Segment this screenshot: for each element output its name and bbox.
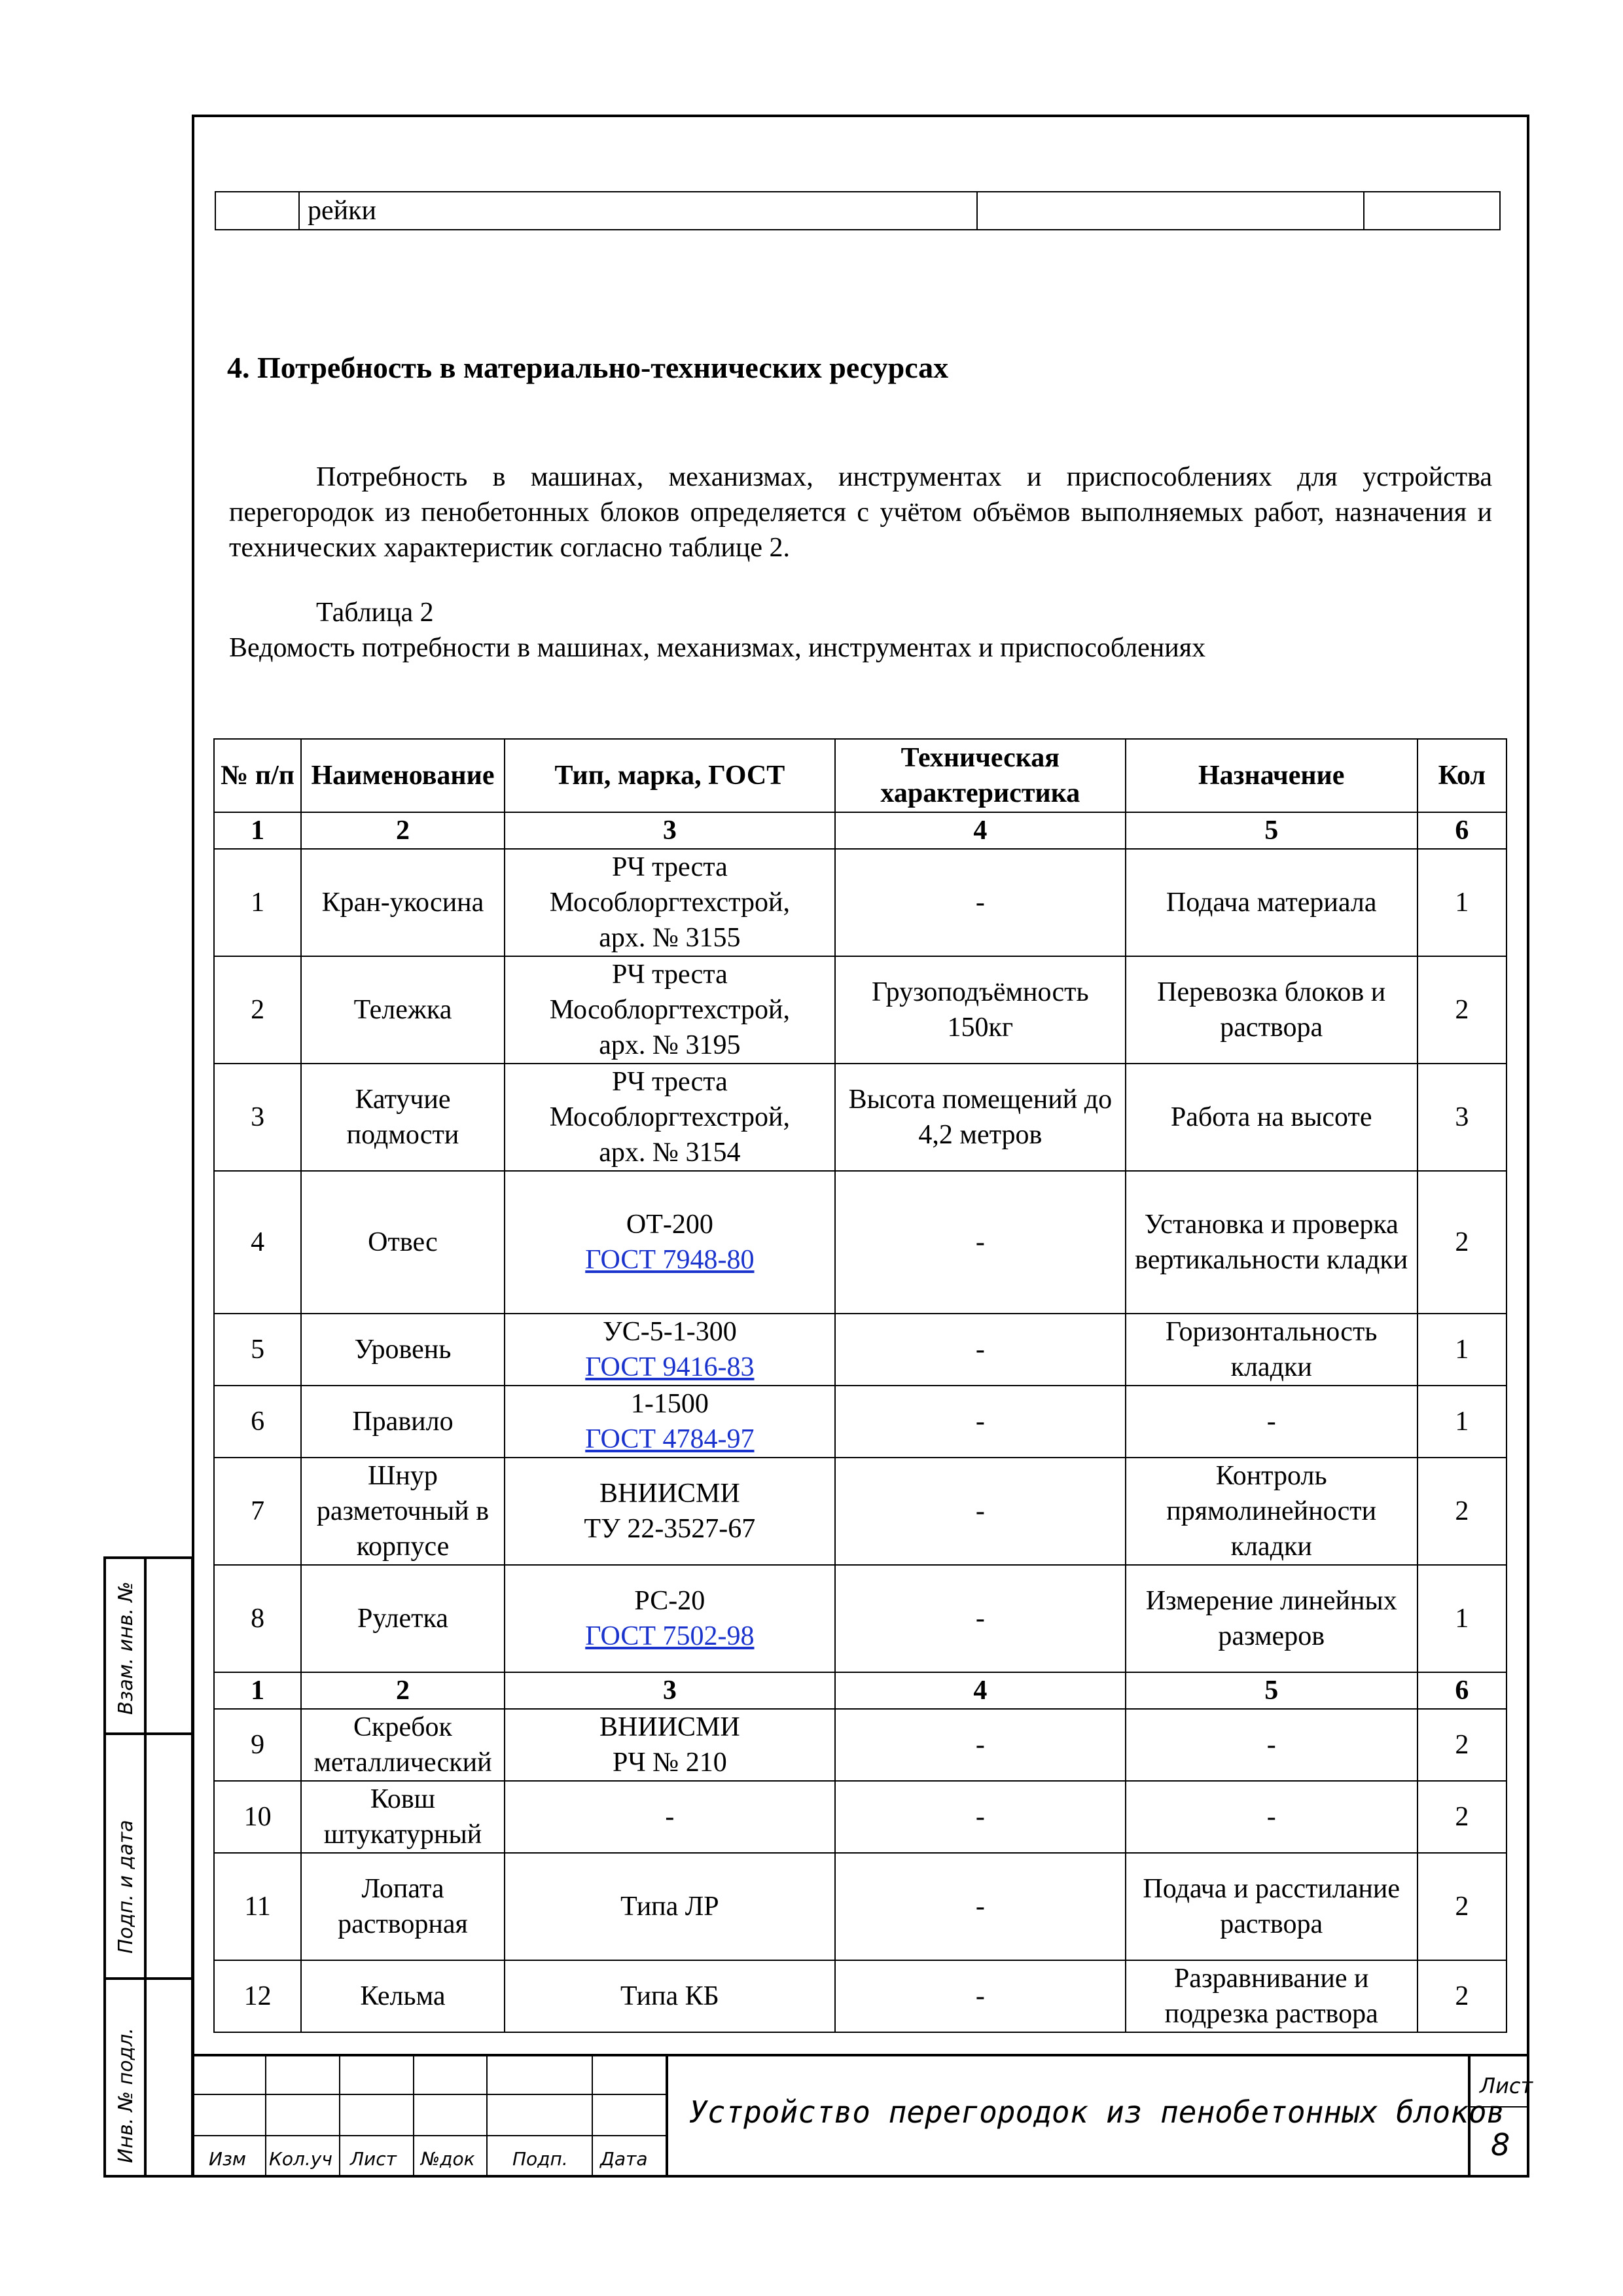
type-line: 1-1500 bbox=[630, 1389, 709, 1419]
column-number-row bbox=[214, 1672, 1507, 1709]
column-header: Тип, марка, ГОСТ bbox=[505, 739, 835, 812]
row-type-cell bbox=[505, 1458, 835, 1565]
type-line: арх. № 3155 bbox=[599, 923, 741, 953]
row-type-cell bbox=[505, 849, 835, 956]
type-line: РЧ № 210 bbox=[613, 1748, 727, 1778]
row-purpose-cell: Горизонтальность кладки bbox=[1126, 1314, 1418, 1386]
document-title: Устройство перегородок из пенобетонных блоков bbox=[689, 2094, 1505, 2130]
column-number-cell: 2 bbox=[301, 1672, 505, 1709]
type-line: РЧ треста bbox=[611, 1067, 728, 1097]
column-header: Техническая характеристика bbox=[835, 739, 1126, 812]
row-name-cell: Кран-укосина bbox=[301, 849, 505, 956]
row-name-cell: Лопата растворная bbox=[301, 1853, 505, 1960]
stamp-line bbox=[339, 2054, 340, 2178]
row-qty-cell: 1 bbox=[1418, 849, 1507, 956]
type-line: Мособлоргтехстрой, bbox=[549, 1102, 790, 1132]
type-line: ВНИИСМИ bbox=[599, 1479, 740, 1509]
type-line: Типа КБ bbox=[620, 1981, 719, 2011]
type-line: арх. № 3195 bbox=[599, 1030, 741, 1060]
type-line: УС-5-1-300 bbox=[603, 1317, 737, 1347]
row-purpose-cell: - bbox=[1126, 1709, 1418, 1781]
row-purpose-cell: Работа на высоте bbox=[1126, 1064, 1418, 1171]
stamp-line bbox=[192, 2054, 1529, 2056]
column-header: Кол bbox=[1418, 739, 1507, 812]
table-row bbox=[214, 1314, 1507, 1386]
type-line: РЧ треста bbox=[611, 852, 728, 882]
sheet-label: Лист bbox=[1480, 2073, 1533, 2098]
column-number-row bbox=[214, 812, 1507, 849]
title-block-stamp bbox=[192, 2054, 1533, 2178]
row-name-cell: Отвес bbox=[301, 1171, 505, 1314]
row-number-cell: 2 bbox=[214, 956, 301, 1064]
gost-link[interactable]: ГОСТ 9416-83 bbox=[585, 1352, 755, 1382]
column-number-cell: 2 bbox=[301, 812, 505, 849]
row-number-cell: 1 bbox=[214, 849, 301, 956]
type-line: ВНИИСМИ bbox=[599, 1712, 740, 1742]
empty-cell bbox=[1364, 192, 1500, 230]
side-strip-divider bbox=[103, 1977, 194, 1980]
row-type-cell bbox=[505, 956, 835, 1064]
continued-table-fragment bbox=[215, 191, 1501, 230]
table-row bbox=[214, 956, 1507, 1064]
side-strip-divider bbox=[103, 1732, 194, 1735]
type-line: - bbox=[665, 1802, 675, 1832]
paragraph-text: Потребность в машинах, механизмах, инструментах и приспособлениях для устройства перегородок из пенобетонных блоков определяется с учётом объёмов выполняемых работ, назначения и технических характеристик согласно таблице 2. bbox=[229, 462, 1492, 563]
table-row bbox=[214, 1171, 1507, 1314]
row-number-cell: 3 bbox=[214, 1064, 301, 1171]
stamp-line bbox=[265, 2054, 266, 2178]
row-number-cell: 6 bbox=[214, 1386, 301, 1458]
row-name-cell: Катучие подмости bbox=[301, 1064, 505, 1171]
row-qty-cell: 1 bbox=[1418, 1565, 1507, 1672]
row-tech-cell: Грузоподъёмность 150кг bbox=[835, 956, 1126, 1064]
row-tech-cell: - bbox=[835, 1960, 1126, 2032]
row-name-cell: Скребок металлический bbox=[301, 1709, 505, 1781]
row-tech-cell: - bbox=[835, 1458, 1126, 1565]
row-tech-cell: - bbox=[835, 1386, 1126, 1458]
row-qty-cell: 3 bbox=[1418, 1064, 1507, 1171]
row-tech-cell: - bbox=[835, 1565, 1126, 1672]
column-number-cell: 1 bbox=[214, 812, 301, 849]
row-qty-cell: 2 bbox=[1418, 956, 1507, 1064]
column-header: Назначение bbox=[1126, 739, 1418, 812]
fragment-text-cell: рейки bbox=[299, 192, 977, 230]
column-number-cell: 6 bbox=[1418, 1672, 1507, 1709]
table-caption: Ведомость потребности в машинах, механизмах, инструментах и приспособлениях bbox=[229, 633, 1206, 663]
column-number-cell: 5 bbox=[1126, 1672, 1418, 1709]
stamp-line bbox=[592, 2054, 593, 2178]
stamp-col-podp: Подп. bbox=[512, 2148, 568, 2170]
row-type-cell bbox=[505, 1709, 835, 1781]
row-tech-cell: - bbox=[835, 849, 1126, 956]
row-name-cell: Ковш штукатурный bbox=[301, 1781, 505, 1853]
row-number-cell: 5 bbox=[214, 1314, 301, 1386]
stamp-col-izm: Изм bbox=[209, 2148, 246, 2170]
row-name-cell: Рулетка bbox=[301, 1565, 505, 1672]
row-type-cell bbox=[505, 1781, 835, 1853]
table-row bbox=[214, 849, 1507, 956]
column-number-cell: 1 bbox=[214, 1672, 301, 1709]
row-tech-cell: - bbox=[835, 1709, 1126, 1781]
type-line: Типа ЛР bbox=[620, 1892, 719, 1922]
row-type-cell bbox=[505, 1565, 835, 1672]
row-type-cell bbox=[505, 1171, 835, 1314]
type-line: ТУ 22-3527-67 bbox=[584, 1514, 756, 1544]
table-row bbox=[214, 1458, 1507, 1565]
resources-table bbox=[213, 738, 1507, 2033]
column-number-cell: 6 bbox=[1418, 812, 1507, 849]
section-heading: 4. Потребность в материально-технических ресурсах bbox=[227, 351, 949, 384]
table-row bbox=[214, 1709, 1507, 1781]
column-number-cell: 5 bbox=[1126, 812, 1418, 849]
row-qty-cell: 2 bbox=[1418, 1781, 1507, 1853]
row-type-cell bbox=[505, 1853, 835, 1960]
row-tech-cell: - bbox=[835, 1314, 1126, 1386]
type-line: РС-20 bbox=[634, 1586, 705, 1616]
empty-cell bbox=[977, 192, 1364, 230]
type-line: арх. № 3154 bbox=[599, 1138, 741, 1168]
table-row bbox=[214, 1960, 1507, 2032]
stamp-col-koluch: Кол.уч bbox=[269, 2148, 332, 2170]
row-number-cell: 10 bbox=[214, 1781, 301, 1853]
row-type-cell bbox=[505, 1386, 835, 1458]
table-row bbox=[214, 1565, 1507, 1672]
stamp-line bbox=[413, 2054, 414, 2178]
row-purpose-cell: Установка и проверка вертикальности кладки bbox=[1126, 1171, 1418, 1314]
row-qty-cell: 1 bbox=[1418, 1314, 1507, 1386]
row-qty-cell: 2 bbox=[1418, 1458, 1507, 1565]
table-row bbox=[214, 1781, 1507, 1853]
stamp-col-ndok: №док bbox=[421, 2148, 475, 2170]
row-number-cell: 12 bbox=[214, 1960, 301, 2032]
row-qty-cell: 2 bbox=[1418, 1853, 1507, 1960]
row-purpose-cell: Подача и расстилание раствора bbox=[1126, 1853, 1418, 1960]
row-name-cell: Уровень bbox=[301, 1314, 505, 1386]
table-row bbox=[214, 1853, 1507, 1960]
column-header: Наименование bbox=[301, 739, 505, 812]
column-number-cell: 4 bbox=[835, 812, 1126, 849]
column-header: № п/п bbox=[214, 739, 301, 812]
row-qty-cell: 2 bbox=[1418, 1960, 1507, 2032]
type-line: РЧ треста bbox=[611, 960, 728, 990]
row-purpose-cell: Контроль прямолинейности кладки bbox=[1126, 1458, 1418, 1565]
type-line: Мособлоргтехстрой, bbox=[549, 995, 790, 1025]
row-purpose-cell: - bbox=[1126, 1781, 1418, 1853]
row-tech-cell: - bbox=[835, 1853, 1126, 1960]
row-tech-cell: - bbox=[835, 1171, 1126, 1314]
type-line: ОТ-200 bbox=[626, 1210, 713, 1240]
table-label: Таблица 2 bbox=[316, 598, 434, 628]
stamp-col-data: Дата bbox=[600, 2148, 648, 2170]
row-purpose-cell: Измерение линейных размеров bbox=[1126, 1565, 1418, 1672]
row-name-cell: Шнур разметочный в корпусе bbox=[301, 1458, 505, 1565]
gost-link[interactable]: ГОСТ 7948-80 bbox=[585, 1245, 755, 1275]
row-name-cell: Правило bbox=[301, 1386, 505, 1458]
section-paragraph bbox=[229, 459, 1492, 565]
side-label-vzam: Взам. инв. № bbox=[115, 1581, 137, 1715]
row-number-cell: 4 bbox=[214, 1171, 301, 1314]
gost-link[interactable]: ГОСТ 7502-98 bbox=[585, 1621, 755, 1651]
row-tech-cell: Высота помещений до 4,2 метров bbox=[835, 1064, 1126, 1171]
row-type-cell bbox=[505, 1064, 835, 1171]
row-type-cell bbox=[505, 1960, 835, 2032]
gost-link[interactable]: ГОСТ 4784-97 bbox=[585, 1424, 755, 1454]
empty-cell bbox=[215, 192, 299, 230]
side-label-podp: Подп. и дата bbox=[115, 1820, 137, 1954]
row-number-cell: 7 bbox=[214, 1458, 301, 1565]
column-number-cell: 3 bbox=[505, 812, 835, 849]
row-qty-cell: 2 bbox=[1418, 1171, 1507, 1314]
row-name-cell: Кельма bbox=[301, 1960, 505, 2032]
row-purpose-cell: Подача материала bbox=[1126, 849, 1418, 956]
row-purpose-cell: - bbox=[1126, 1386, 1418, 1458]
row-number-cell: 11 bbox=[214, 1853, 301, 1960]
stamp-line bbox=[666, 2054, 668, 2178]
type-line: Мособлоргтехстрой, bbox=[549, 888, 790, 918]
column-number-cell: 4 bbox=[835, 1672, 1126, 1709]
row-name-cell: Тележка bbox=[301, 956, 505, 1064]
row-number-cell: 8 bbox=[214, 1565, 301, 1672]
stamp-col-list: Лист bbox=[350, 2148, 397, 2170]
row-tech-cell: - bbox=[835, 1781, 1126, 1853]
side-strip-divider bbox=[144, 1556, 147, 2178]
table-header-row bbox=[214, 739, 1507, 812]
table-row bbox=[214, 1064, 1507, 1171]
sheet-number: 8 bbox=[1491, 2127, 1510, 2162]
row-qty-cell: 1 bbox=[1418, 1386, 1507, 1458]
stamp-line bbox=[486, 2054, 488, 2178]
stamp-line bbox=[192, 2135, 667, 2136]
row-purpose-cell: Разравнивание и подрезка раствора bbox=[1126, 1960, 1418, 2032]
table-row bbox=[214, 1386, 1507, 1458]
row-qty-cell: 2 bbox=[1418, 1709, 1507, 1781]
row-number-cell: 9 bbox=[214, 1709, 301, 1781]
side-label-inv: Инв. № подл. bbox=[115, 2028, 137, 2163]
row-purpose-cell: Перевозка блоков и раствора bbox=[1126, 956, 1418, 1064]
column-number-cell: 3 bbox=[505, 1672, 835, 1709]
stamp-line bbox=[192, 2094, 667, 2095]
row-type-cell bbox=[505, 1314, 835, 1386]
